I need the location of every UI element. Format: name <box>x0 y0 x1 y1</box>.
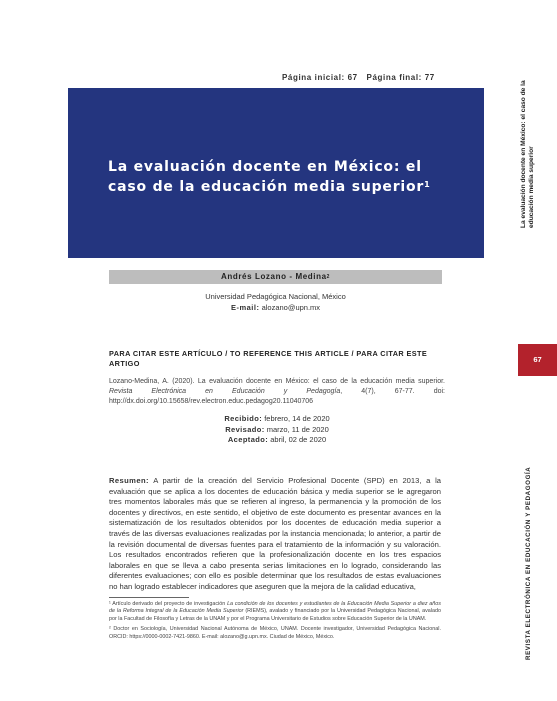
cite-heading: PARA CITAR ESTE ARTÍCULO / TO REFERENCE THIS ARTICLE / PARA CITAR ESTE ARTIGO <box>109 349 428 368</box>
citation-journal: Revista Electrónica en Educación y Pedagogía <box>109 388 341 395</box>
date-accepted: Aceptado: abril, 02 de 2020 <box>227 435 327 444</box>
page-number-tab: 67 <box>518 344 557 376</box>
email-label: E-mail: <box>230 303 260 312</box>
title-footnote-mark: 1 <box>424 180 431 189</box>
running-title-text: La evaluación docente en México: el caso de la educación media superior <box>520 80 535 228</box>
running-title <box>520 68 536 228</box>
abstract-label: Resumen: <box>109 476 149 485</box>
footnote-2: ² Doctor en Sociología, Universidad Nacional Autónoma de México, UNAM. Docente investigador, Universidad Pedagógica Nacional. ORCID: https://0000-0002-7421-9860. E-mail: alozano@g.upn.mx. Ciudad de México, México. <box>109 626 441 640</box>
page-range <box>282 73 441 82</box>
journal-name-text: REVISTA ELECTRÓNICA EN EDUCACIÓN Y PEDAGOGÍA <box>525 466 532 660</box>
citation: Lozano-Medina, A. (2020). La evaluación docente en México: el caso de la educación media superior. Revista Electrónica en Educación y Pedagogía, 4(7), 67-77. doi: http://dx.doi.org/10.15658/rev.electron.educ.pedagog20.11040706 <box>109 378 445 405</box>
author-bar <box>109 270 442 284</box>
date-reviewed: Revisado: marzo, 11 de 2020 <box>225 424 329 434</box>
start-page: Página inicial: 67 <box>282 73 358 82</box>
abstract <box>109 476 441 593</box>
author-footnote-mark: 2 <box>326 274 331 280</box>
author-name: Andrés Lozano - Medina <box>220 272 327 281</box>
end-page: Página final: 77 <box>366 73 435 82</box>
footnote-divider <box>109 597 189 598</box>
abstract-text: A partir de la creación del Servicio Profesional Docente (SPD) en 2013, a la evaluación que se aplica a los docentes de educación básica y media superior se le agregaron tres momentos laborales más que se refieren al ingreso, la permanencia y la promoción de los docentes y directivos, en este sentido, el objetivo de este documento es presentar avances en la sistematización de los resultados obtenidos por los docentes de educación media superior a través de las diversas evaluaciones realizadas por la instancia mencionada; lo anterior, a partir de la revisión documental de diversas fuentes para el tratamiento de la información y su valoración. Los resultados encontrados refieren que la profesionalización docente en los tres espacios laborales en que se lleva a cabo presenta serias limitaciones en lo logrado, considerando las diferentes evaluaciones; con ello es posible determinar que los resultados de estas evaluaciones no han logrado establecer indicadores que aseguren que la mejora de la calidad educativa, <box>109 476 441 591</box>
author-affiliation-block <box>109 291 442 313</box>
journal-name-vertical <box>523 440 535 660</box>
footnotes <box>109 601 441 644</box>
date-received: Recibido: febrero, 14 de 2020 <box>224 414 330 423</box>
article-title: La evaluación docente en México: el caso de la educación media superior$^1$ <box>108 159 431 195</box>
footnote-1: ¹ Artículo derivado del proyecto de investigación La condición de los docentes y estudiantes de la Educación Media Superior a diez años de la Reforma Integral de la Educación Media Superior (RIEMS), avalado y financiado por la Universidad Pedagógica Nacional, avalado por la Facultad de Filosofía y Letras de la UNAM y por el Programa Universitario de Estudios sobre Educación Superior de la UNAM. <box>109 601 442 622</box>
email-value: alozano@upn.mx <box>261 303 321 312</box>
email-line <box>109 302 442 313</box>
affiliation: Universidad Pedagógica Nacional, México <box>205 292 346 301</box>
dates-block <box>109 414 445 446</box>
title-banner <box>68 88 484 258</box>
